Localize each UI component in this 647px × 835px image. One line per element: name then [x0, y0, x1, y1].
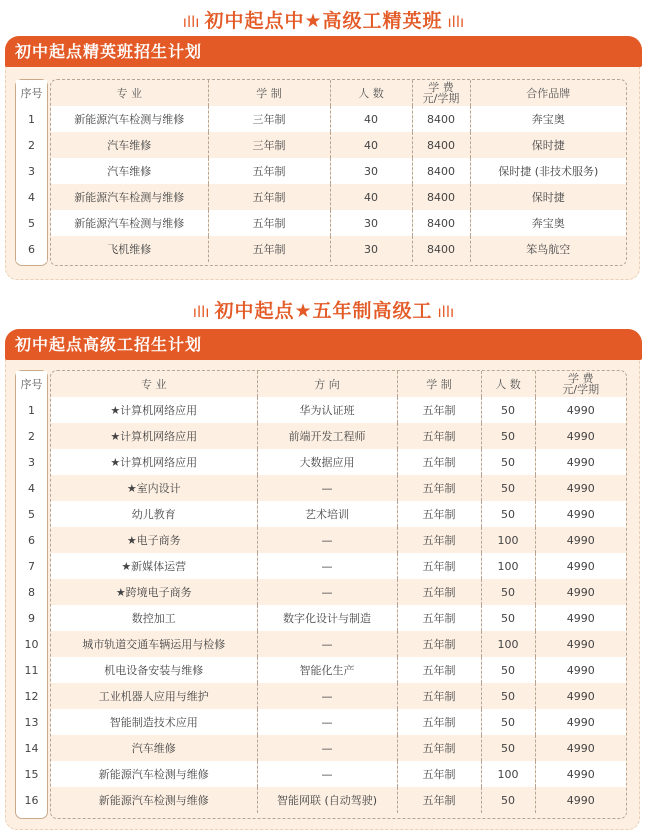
cell-fee: 8400 [412, 236, 470, 262]
cell-major: 幼儿教育 [51, 501, 257, 527]
cell-duration: 五年制 [397, 553, 481, 579]
cell-duration: 三年制 [208, 106, 330, 132]
header-fee-line2: 元/学期 [562, 383, 600, 396]
cell-major: 汽车维修 [51, 735, 257, 761]
cell-count: 50 [481, 657, 535, 683]
cell-index: 1 [16, 106, 47, 132]
cell-count: 100 [481, 761, 535, 787]
cell-direction: 智能网联 (自动驾驶) [257, 787, 397, 813]
cell-fee: 4990 [535, 501, 626, 527]
table-row [51, 735, 626, 761]
index-row [16, 735, 47, 761]
header-fee [535, 371, 626, 397]
cell-direction: — [257, 527, 397, 553]
cell-count: 40 [330, 106, 412, 132]
cell-major: 新能源汽车检测与维修 [51, 761, 257, 787]
cell-major: 新能源汽车检测与维修 [51, 787, 257, 813]
section2-table-frame [50, 370, 627, 819]
cell-major: 智能制造技术应用 [51, 709, 257, 735]
cell-major: ★跨境电子商务 [51, 579, 257, 605]
cell-index: 2 [16, 423, 47, 449]
section1-table [51, 80, 626, 262]
section2-table [51, 371, 626, 813]
section1-index-column [15, 79, 48, 266]
cell-index: 4 [16, 475, 47, 501]
cell-index: 14 [16, 735, 47, 761]
cell-brand: 奔宝奥 [470, 106, 626, 132]
cell-index: 8 [16, 579, 47, 605]
cell-count: 50 [481, 397, 535, 423]
cell-count: 100 [481, 527, 535, 553]
cell-brand: 保时捷 [470, 184, 626, 210]
cell-major: 数控加工 [51, 605, 257, 631]
cell-index: 13 [16, 709, 47, 735]
index-row [16, 787, 47, 813]
cell-count: 30 [330, 210, 412, 236]
section1-heading-text: 初中起点中★高级工精英班 [204, 10, 443, 32]
cell-index: 3 [16, 449, 47, 475]
cell-fee: 4990 [535, 579, 626, 605]
cell-major: ★计算机网络应用 [51, 397, 257, 423]
cell-duration: 五年制 [397, 761, 481, 787]
index-row [16, 236, 47, 262]
cell-major: 新能源汽车检测与维修 [51, 184, 208, 210]
table-row [51, 236, 626, 262]
cell-count: 50 [481, 579, 535, 605]
cell-direction: — [257, 735, 397, 761]
cell-direction: — [257, 761, 397, 787]
cell-brand: 保时捷 (非技术服务) [470, 158, 626, 184]
cell-fee: 4990 [535, 605, 626, 631]
cell-fee: 4990 [535, 527, 626, 553]
table-row [51, 553, 626, 579]
cell-duration: 五年制 [208, 158, 330, 184]
cell-brand: 笨鸟航空 [470, 236, 626, 262]
table-row [51, 657, 626, 683]
cell-count: 50 [481, 423, 535, 449]
cell-count: 100 [481, 631, 535, 657]
cell-major: 新能源汽车检测与维修 [51, 210, 208, 236]
table-row [51, 184, 626, 210]
cell-duration: 五年制 [397, 657, 481, 683]
cell-major: ★室内设计 [51, 475, 257, 501]
cell-duration: 五年制 [397, 527, 481, 553]
cell-major: 汽车维修 [51, 158, 208, 184]
header-fee-line1: 学 费 [568, 372, 594, 385]
cell-brand: 保时捷 [470, 132, 626, 158]
index-row [16, 106, 47, 132]
table-row [51, 579, 626, 605]
cell-duration: 五年制 [397, 579, 481, 605]
cell-duration: 五年制 [397, 449, 481, 475]
table-row [51, 527, 626, 553]
cell-direction: — [257, 553, 397, 579]
cell-index: 4 [16, 184, 47, 210]
section1-banner: 初中起点精英班招生计划 [5, 36, 642, 67]
cell-index: 5 [16, 210, 47, 236]
cell-count: 40 [330, 184, 412, 210]
cell-direction: — [257, 631, 397, 657]
header-duration: 学 制 [397, 371, 481, 397]
bars-decoration-icon: ıllı [437, 303, 455, 321]
index-row [16, 132, 47, 158]
cell-fee: 8400 [412, 184, 470, 210]
index-row [16, 579, 47, 605]
cell-fee: 4990 [535, 475, 626, 501]
cell-index: 10 [16, 631, 47, 657]
cell-fee: 8400 [412, 106, 470, 132]
cell-direction: 艺术培训 [257, 501, 397, 527]
cell-major: ★电子商务 [51, 527, 257, 553]
index-header: 序号 [16, 371, 47, 397]
index-header: 序号 [16, 80, 47, 106]
cell-major: 城市轨道交通车辆运用与检修 [51, 631, 257, 657]
section2-index-column [15, 370, 48, 819]
cell-major: 工业机器人应用与维护 [51, 683, 257, 709]
cell-duration: 五年制 [397, 397, 481, 423]
cell-index: 12 [16, 683, 47, 709]
cell-count: 50 [481, 787, 535, 813]
cell-fee: 4990 [535, 761, 626, 787]
header-major: 专 业 [51, 80, 208, 106]
cell-major: 新能源汽车检测与维修 [51, 106, 208, 132]
cell-count: 50 [481, 683, 535, 709]
cell-index: 3 [16, 158, 47, 184]
cell-count: 50 [481, 735, 535, 761]
section2-index-table [16, 371, 47, 813]
cell-index: 11 [16, 657, 47, 683]
cell-index: 2 [16, 132, 47, 158]
table-row [51, 605, 626, 631]
cell-fee: 4990 [535, 683, 626, 709]
bars-decoration-icon: ıllı [447, 13, 465, 31]
cell-major: ★新媒体运营 [51, 553, 257, 579]
cell-index: 5 [16, 501, 47, 527]
index-row [16, 761, 47, 787]
cell-direction: — [257, 709, 397, 735]
index-row [16, 397, 47, 423]
cell-direction: — [257, 683, 397, 709]
cell-duration: 五年制 [208, 184, 330, 210]
cell-direction: — [257, 475, 397, 501]
cell-major: 机电设备安装与维修 [51, 657, 257, 683]
table-row [51, 106, 626, 132]
header-major: 专 业 [51, 371, 257, 397]
index-row [16, 501, 47, 527]
cell-direction: 华为认证班 [257, 397, 397, 423]
cell-duration: 五年制 [397, 423, 481, 449]
header-fee-line1: 学 费 [428, 81, 454, 94]
cell-direction: 前端开发工程师 [257, 423, 397, 449]
cell-count: 40 [330, 132, 412, 158]
index-row [16, 184, 47, 210]
bars-decoration-icon: ıllı [192, 303, 210, 321]
cell-major: 汽车维修 [51, 132, 208, 158]
section2-heading [0, 296, 647, 323]
section1-table-frame [50, 79, 627, 266]
header-count: 人 数 [481, 371, 535, 397]
table-row [51, 397, 626, 423]
index-row [16, 683, 47, 709]
cell-fee: 8400 [412, 132, 470, 158]
index-row [16, 527, 47, 553]
cell-count: 50 [481, 605, 535, 631]
index-row [16, 158, 47, 184]
index-row [16, 657, 47, 683]
cell-duration: 五年制 [397, 683, 481, 709]
table-row [51, 158, 626, 184]
table-row [51, 475, 626, 501]
table-row [51, 449, 626, 475]
cell-index: 6 [16, 236, 47, 262]
cell-fee: 4990 [535, 553, 626, 579]
index-row [16, 631, 47, 657]
cell-index: 1 [16, 397, 47, 423]
cell-fee: 8400 [412, 210, 470, 236]
cell-index: 16 [16, 787, 47, 813]
cell-direction: 大数据应用 [257, 449, 397, 475]
table-row [51, 210, 626, 236]
cell-index: 6 [16, 527, 47, 553]
cell-duration: 五年制 [397, 475, 481, 501]
cell-direction: 智能化生产 [257, 657, 397, 683]
header-duration: 学 制 [208, 80, 330, 106]
index-row [16, 210, 47, 236]
table-row [51, 501, 626, 527]
table-row [51, 631, 626, 657]
cell-duration: 五年制 [397, 787, 481, 813]
cell-major: ★计算机网络应用 [51, 423, 257, 449]
cell-fee: 4990 [535, 423, 626, 449]
header-brand: 合作品牌 [526, 87, 571, 100]
table-row [51, 132, 626, 158]
table-row [51, 683, 626, 709]
cell-major: ★计算机网络应用 [51, 449, 257, 475]
index-row [16, 423, 47, 449]
table-row [51, 761, 626, 787]
cell-count: 50 [481, 709, 535, 735]
cell-brand: 奔宝奥 [470, 210, 626, 236]
cell-fee: 4990 [535, 787, 626, 813]
index-row [16, 605, 47, 631]
cell-fee: 4990 [535, 735, 626, 761]
table-row [51, 787, 626, 813]
cell-duration: 三年制 [208, 132, 330, 158]
cell-count: 30 [330, 158, 412, 184]
cell-count: 100 [481, 553, 535, 579]
cell-count: 50 [481, 475, 535, 501]
header-fee-line2: 元/学期 [422, 92, 460, 105]
index-row [16, 449, 47, 475]
cell-duration: 五年制 [397, 709, 481, 735]
cell-duration: 五年制 [397, 605, 481, 631]
cell-index: 7 [16, 553, 47, 579]
cell-index: 15 [16, 761, 47, 787]
cell-duration: 五年制 [397, 631, 481, 657]
cell-duration: 五年制 [208, 210, 330, 236]
bars-decoration-icon: ıllı [182, 13, 200, 31]
index-row [16, 709, 47, 735]
cell-duration: 五年制 [208, 236, 330, 262]
section1-heading [0, 6, 647, 33]
cell-fee: 4990 [535, 631, 626, 657]
section2-banner: 初中起点高级工招生计划 [5, 329, 642, 360]
cell-duration: 五年制 [397, 735, 481, 761]
header-fee [412, 80, 470, 106]
header-count: 人 数 [330, 80, 412, 106]
cell-fee: 4990 [535, 709, 626, 735]
header-direction: 方 向 [257, 371, 397, 397]
cell-fee: 4990 [535, 657, 626, 683]
cell-count: 50 [481, 449, 535, 475]
cell-fee: 8400 [412, 158, 470, 184]
index-row [16, 553, 47, 579]
section1-index-table [16, 80, 47, 262]
cell-fee: 4990 [535, 449, 626, 475]
cell-direction: — [257, 579, 397, 605]
cell-major: 飞机维修 [51, 236, 208, 262]
index-row [16, 475, 47, 501]
table-row [51, 423, 626, 449]
cell-count: 50 [481, 501, 535, 527]
table-row [51, 709, 626, 735]
cell-direction: 数字化设计与制造 [257, 605, 397, 631]
cell-fee: 4990 [535, 397, 626, 423]
section2-heading-text: 初中起点★五年制高级工 [214, 300, 433, 322]
cell-count: 30 [330, 236, 412, 262]
cell-index: 9 [16, 605, 47, 631]
cell-duration: 五年制 [397, 501, 481, 527]
